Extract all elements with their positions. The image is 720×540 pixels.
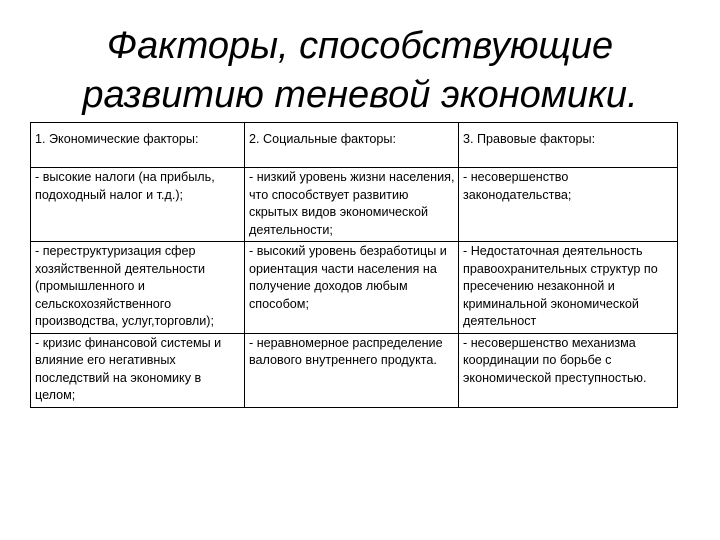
table-cell: - несовершенство механизма координации по борьбе с экономической преступностью. — [459, 333, 678, 407]
factors-table — [30, 122, 678, 408]
page-title-line-1: Факторы, способствующие — [106, 25, 614, 67]
table-cell: - низкий уровень жизни населения, что способствует развитию скрытых видов экономической деятельности; — [245, 168, 459, 242]
table-cell: - переструктуризация сфер хозяйственной деятельности (промышленного и сельскохозяйственного производства, услуг,торговли); — [31, 242, 245, 334]
page-title-line-2: развитию теневой экономики. — [82, 74, 638, 116]
table-row — [31, 333, 678, 407]
table-header-row — [31, 123, 678, 168]
table-row — [31, 242, 678, 334]
page-title — [0, 22, 720, 120]
header-legal-factors: 3. Правовые факторы: — [459, 123, 678, 168]
header-social-factors: 2. Социальные факторы: — [245, 123, 459, 168]
table-cell: - несовершенство законодательства; — [459, 168, 678, 242]
table-cell: - кризис финансовой системы и влияние его негативных последствий на экономику в целом; — [31, 333, 245, 407]
table-cell: - неравномерное распределение валового внутреннего продукта. — [245, 333, 459, 407]
table-cell: - высокие налоги (на прибыль, подоходный налог и т.д.); — [31, 168, 245, 242]
table-row — [31, 168, 678, 242]
table-cell: - Недостаточная деятельность правоохранительных структур по пресечению незаконной и криминальной экономической деятельност — [459, 242, 678, 334]
table-cell: - высокий уровень безработицы и ориентация части населения на получение доходов любым способом; — [245, 242, 459, 334]
header-economic-factors: 1. Экономические факторы: — [31, 123, 245, 168]
